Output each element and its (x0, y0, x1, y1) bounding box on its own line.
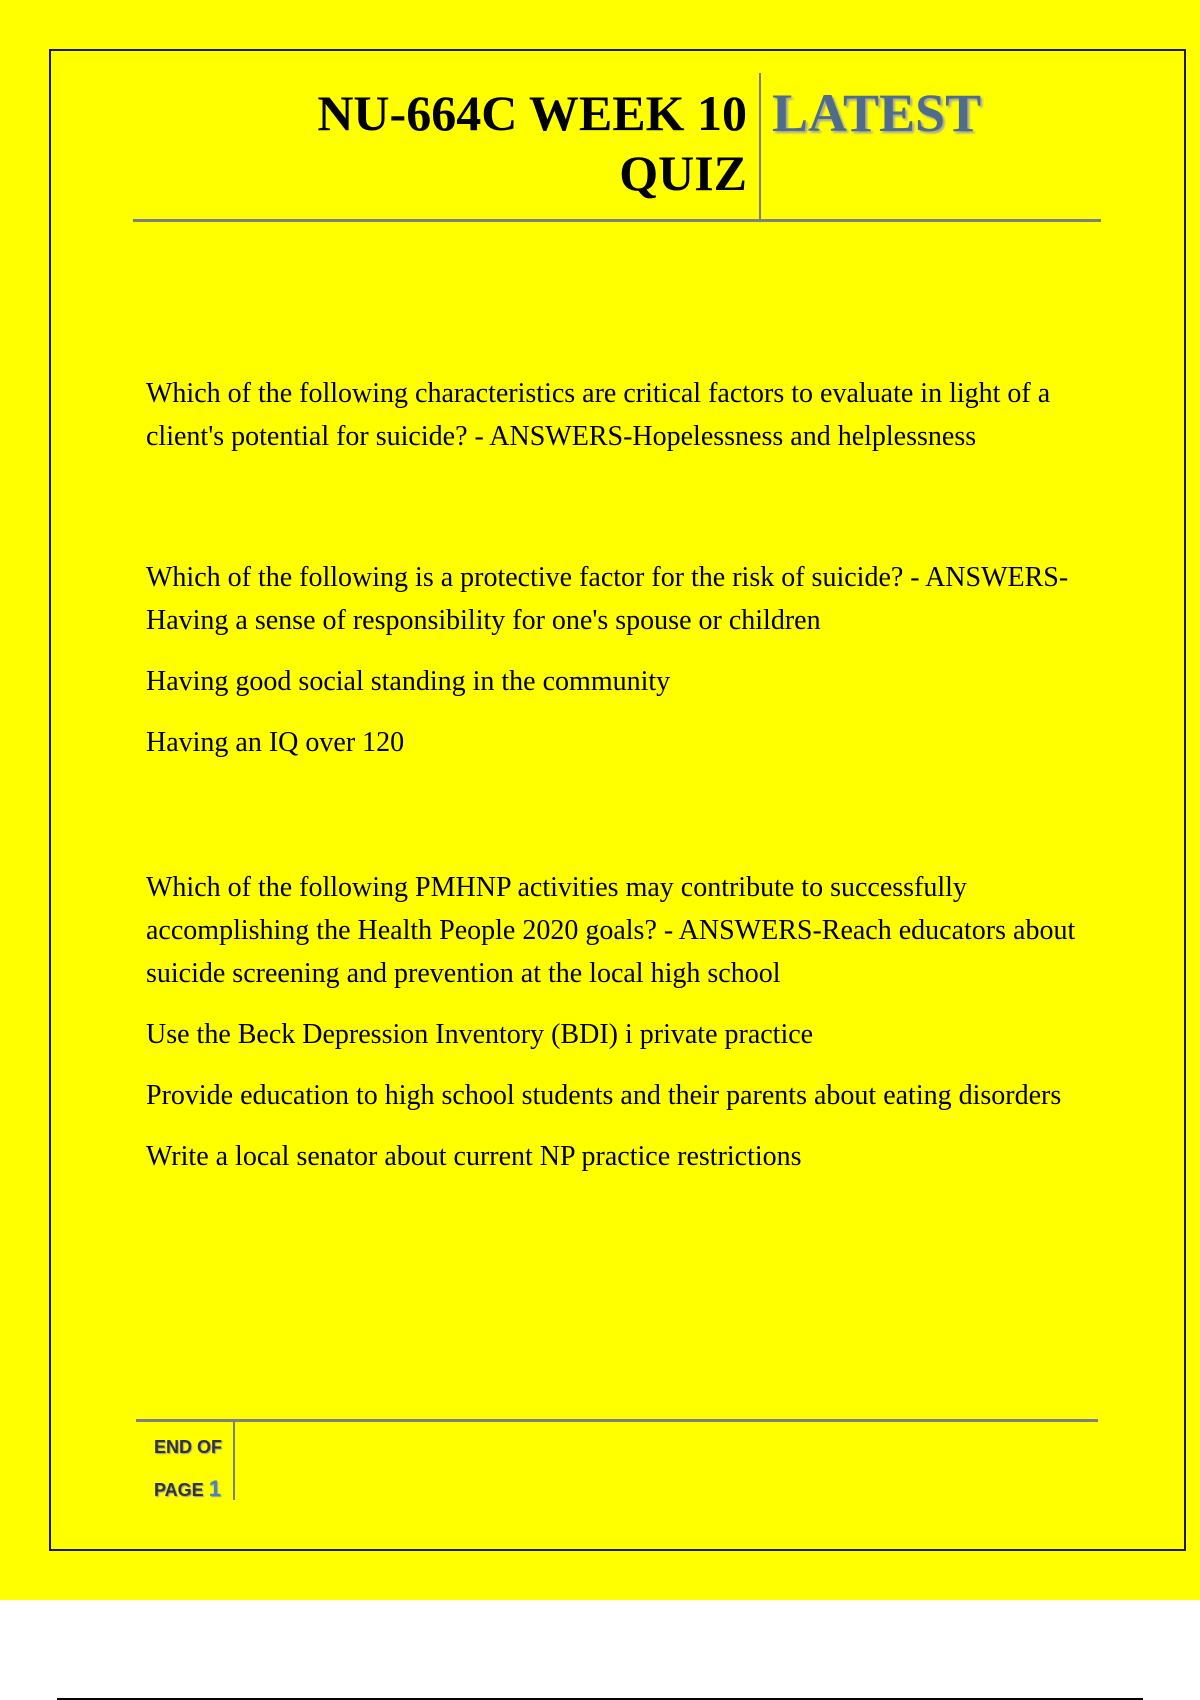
answer-option: Provide education to high school students and their parents about eating disorders (146, 1080, 1062, 1111)
page-title (227, 83, 747, 203)
quiz-content (146, 372, 1096, 1178)
title-divider (759, 73, 761, 220)
footer-line-1: END OF (154, 1437, 223, 1457)
title-line-1: NU-664C WEEK 10 (317, 85, 747, 141)
title-line-2: QUIZ (619, 145, 747, 201)
footer-rule (136, 1419, 1098, 1422)
question-block-3 (146, 866, 1096, 1178)
question-text: Which of the following PMHNP activities may contribute to successfully accomplishing the Health People 2020 goals? - ANSWERS-Reach educators about suicide screening and prevention at the local high school (146, 872, 1076, 989)
question-text: Which of the following is a protective factor for the risk of suicide? - ANSWERS-Having a sense of responsibility for one's spouse or children (146, 562, 1069, 636)
page-footer (154, 1426, 222, 1511)
question-block-1 (146, 372, 1096, 458)
footer-page-label: PAGE (154, 1480, 204, 1500)
footer-line-2 (154, 1468, 222, 1511)
title-latest: LATEST (772, 83, 982, 143)
answer-option: Use the Beck Depression Inventory (BDI) i private practice (146, 1019, 814, 1050)
question-block-2 (146, 556, 1096, 764)
answer-option: Write a local senator about current NP practice restrictions (146, 1141, 802, 1172)
answer-option: Having good social standing in the community (146, 666, 671, 697)
footer-divider (233, 1422, 235, 1500)
question-text: Which of the following characteristics are critical factors to evaluate in light of a client's potential for suicide? - ANSWERS-Hopelessness and helplessness (146, 378, 1051, 452)
answer-option: Having an IQ over 120 (146, 727, 405, 758)
title-underline (133, 219, 1101, 222)
footer-page-number: 1 (208, 1476, 221, 1501)
